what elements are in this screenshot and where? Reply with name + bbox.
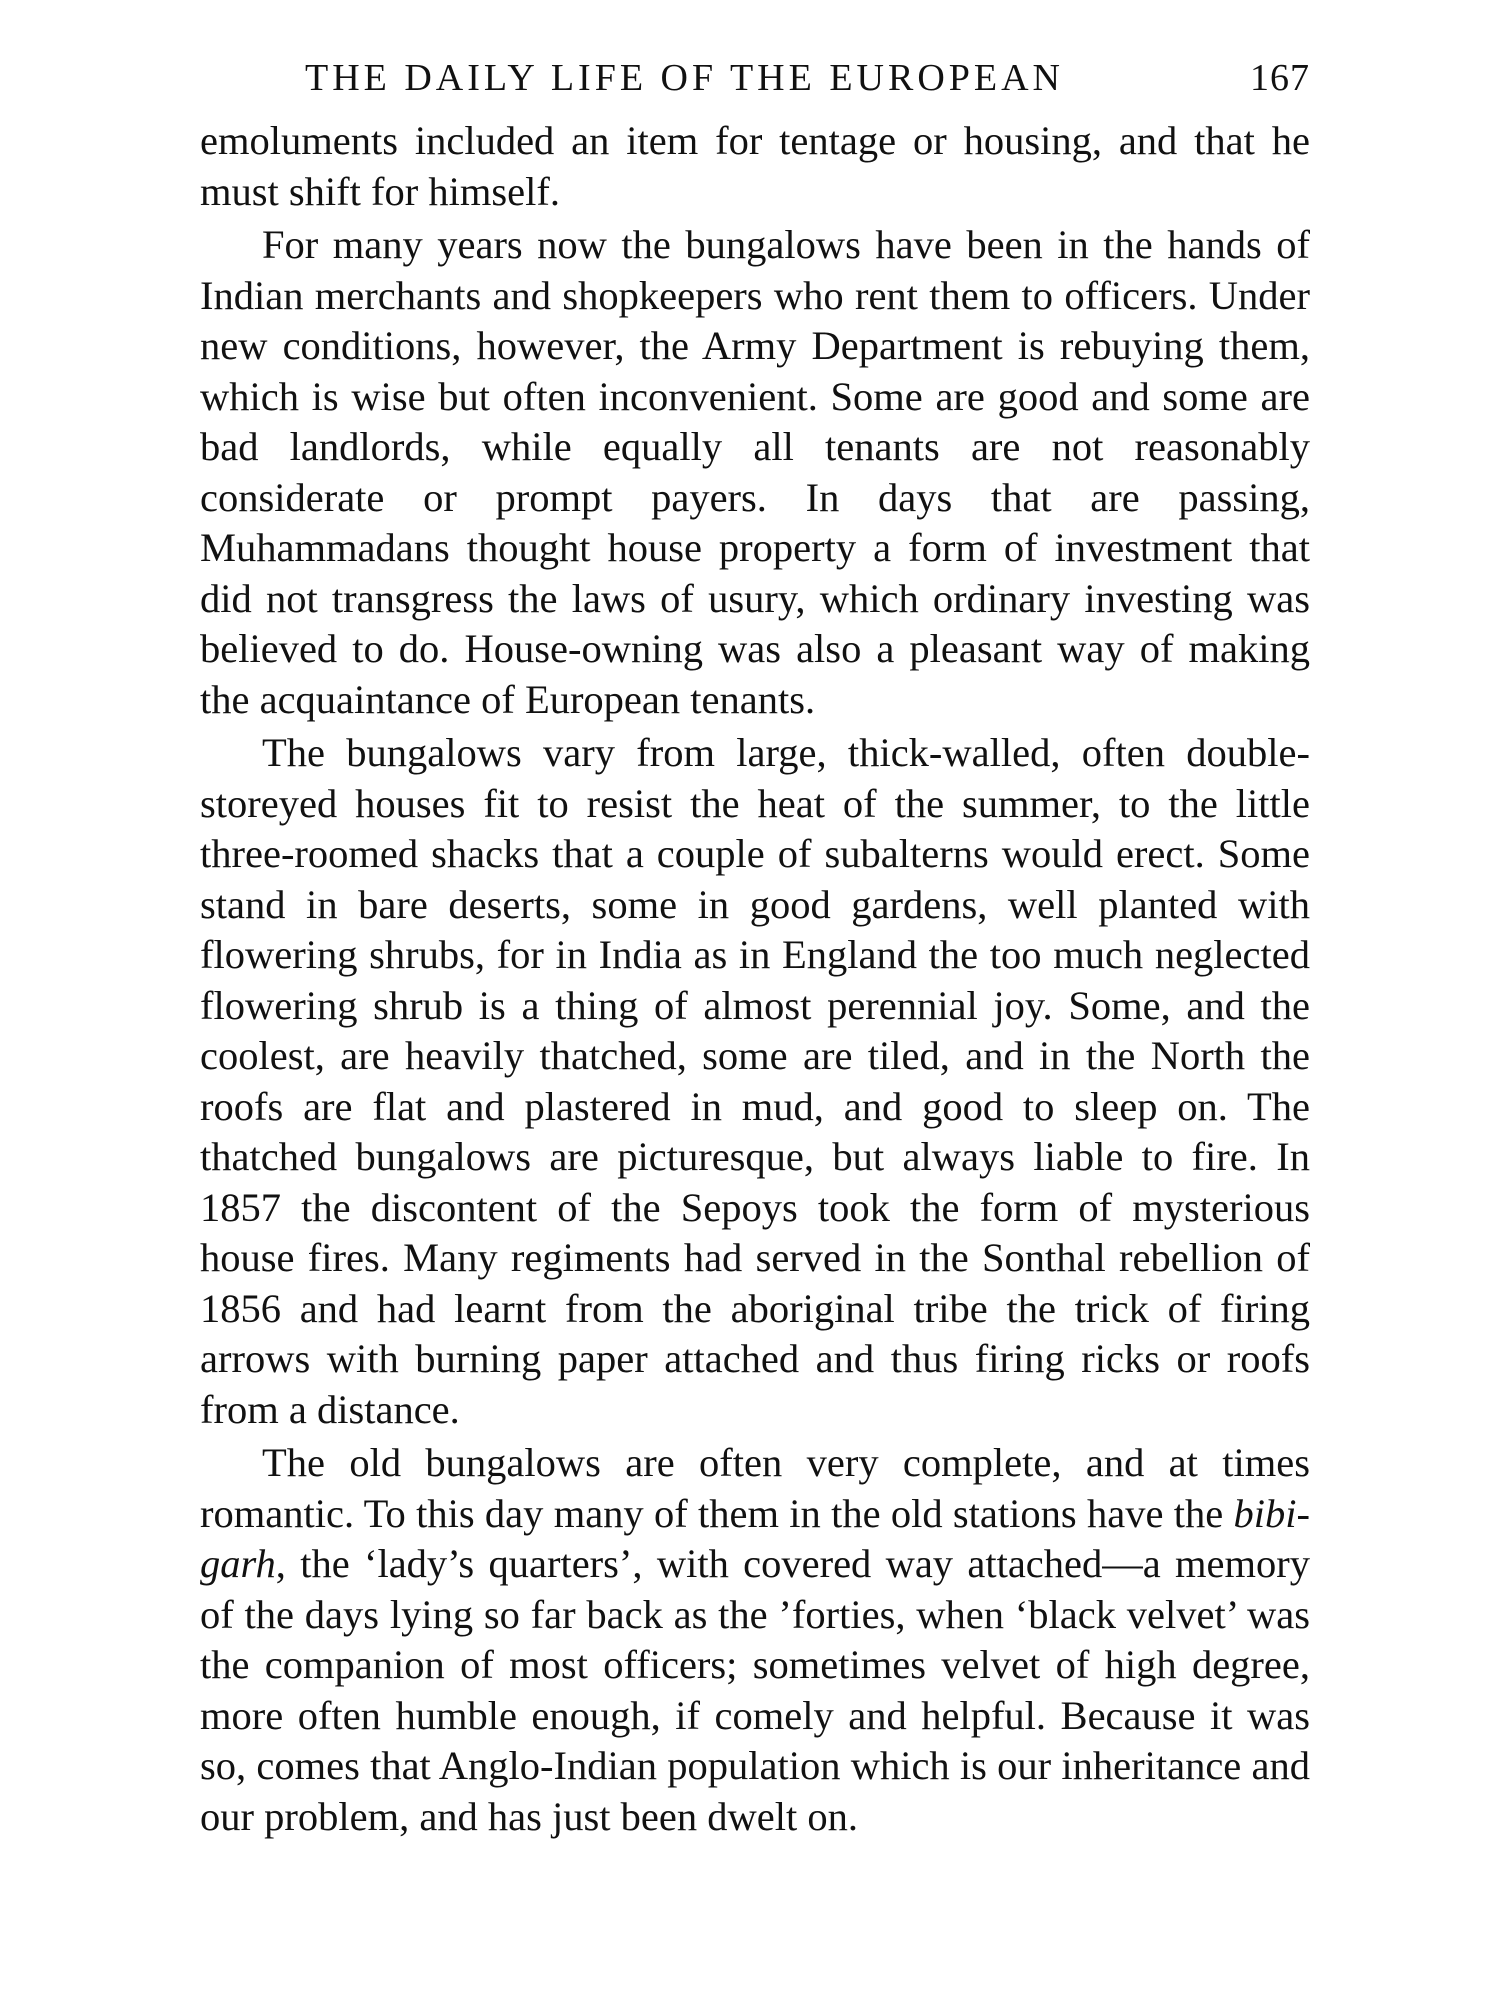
body-text bbox=[200, 116, 1310, 1842]
paragraph-continued: emoluments included an item for tentage or housing, and that he must shift for himself. bbox=[200, 118, 1310, 214]
running-title: THE DAILY LIFE OF THE EUROPEAN bbox=[305, 57, 1064, 99]
paragraph-bungalow-ownership: For many years now the bungalows have been in the hands of Indian merchants and shopkeepers who rent them to officers. Under new conditions, however, the Army Department is rebuying them, which is wise but often inconvenient. Some are good and some are bad landlords, while equally all tenants are not reasonably considerate or prompt payers. In days that are passing, Muhammadans thought house property a form of investment that did not transgress the laws of usury, which ordinary investing was believed to do. House-owning was also a pleasant way of making the acquaintance of European tenants. bbox=[200, 222, 1310, 722]
italic-term: bibi-garh bbox=[200, 1490, 1310, 1586]
page-number: 167 bbox=[1250, 57, 1310, 99]
paragraph-text-after: , the ‘lady’s quarters’, with covered way attached—a memory of the days lying so far back as the ’forties, when ‘black velvet’ was the companion of most officers; sometimes velvet of high degree, more often humble enough, if comely and helpful. Because it was so, comes that Anglo-Indian population which is our inheritance and our problem, and has just been dwelt on. bbox=[200, 1541, 1310, 1839]
paragraph-old-bungalows bbox=[200, 1438, 1310, 1842]
paragraph-bungalow-types: The bungalows vary from large, thick-walled, often double-storeyed houses fit to resist the heat of the summer, to the little three-roomed shacks that a couple of subalterns would erect. Some stand in bare deserts, some in good gardens, well planted with flowering shrubs, for in India as in England the too much neglected flowering shrub is a thing of almost perennial joy. Some, and the coolest, are heavily thatched, some are tiled, and in the North the roofs are flat and plastered in mud, and good to sleep on. The thatched bungalows are picturesque, but always liable to fire. In 1857 the discontent of the Sepoys took the form of mysterious house fires. Many regiments had served in the Sonthal rebellion of 1856 and had learnt from the aboriginal tribe the trick of firing arrows with burning paper attached and thus firing ricks or roofs from a distance. bbox=[200, 730, 1310, 1432]
paragraph-text-before: The old bungalows are often very complete, and at times romantic. To this day many of them in the old stations have the bbox=[200, 1440, 1310, 1536]
running-header bbox=[200, 48, 1310, 108]
book-page bbox=[200, 48, 1310, 1845]
